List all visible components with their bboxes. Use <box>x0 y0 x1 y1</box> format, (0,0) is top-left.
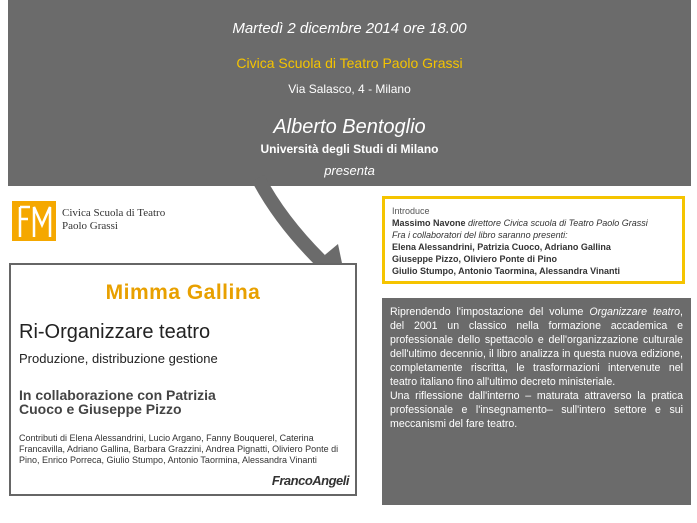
book-contributors: Contributi di Elena Alessandrini, Lucio Argano, Fanny Bouquerel, Caterina Francavilla, Adriano Gallina, Barbara Grazzini, Andrea Pignatti, Oliviero Ponte di Pino, Enrico Porreca, Giulio Stumpo, Antonio Taormina, Alessandra Vinanti <box>19 433 339 465</box>
collaborators-line-2: Giuseppe Pizzo, Oliviero Ponte di Pino <box>392 254 558 264</box>
book-subtitle: Produzione, distribuzione gestione <box>19 351 218 366</box>
collaborators-intro: Fra i collaboratori del libro saranno presenti: <box>392 230 568 240</box>
venue-address: Via Salasco, 4 - Milano <box>288 82 411 96</box>
school-logo-text: Civica Scuola di Teatro Paolo Grassi <box>62 207 166 232</box>
introducer-name: Massimo Navone <box>392 218 466 228</box>
introduce-box <box>382 196 685 284</box>
event-header <box>8 0 691 186</box>
description-paragraph-2: Una riflessione dall'interno – maturata attraverso la pratica professionale e l'insegnamento– sull'intero settore e sui meccanismi del fare teatro. <box>390 390 683 430</box>
collaborators-line-3: Giulio Stumpo, Antonio Taormina, Alessandra Vinanti <box>392 266 621 276</box>
publisher-logo: FrancoAngeli <box>271 473 349 488</box>
speaker-name: Alberto Bentoglio <box>273 116 426 138</box>
speaker-affiliation: Università degli Studi di Milano <box>260 142 439 156</box>
description-paragraph-1: Riprendendo l'impostazione del volume Organizzare teatro, del 2001 un classico nella formazione accademica e professionale dello spettacolo e dell'organizzazione culturale dell'ultimo decennio, il libro analizza in questa nuova edizione, completamente riscritta, le trasformazioni intervenute nel teatro italiano fino all'ultimo decreto ministeriale. <box>390 306 683 388</box>
event-date: Martedì 2 dicembre 2014 ore 18.00 <box>232 20 467 37</box>
school-logo-mark-icon <box>12 201 56 241</box>
book-title: Ri-Organizzare teatro <box>19 321 211 343</box>
collaborators-line-1: Elena Alessandrini, Patrizia Cuoco, Adriano Gallina <box>392 242 611 252</box>
book-description <box>382 298 691 505</box>
introducer-role: direttore Civica scuola di Teatro Paolo Grassi <box>468 218 648 228</box>
book-cover <box>9 263 357 496</box>
presenta-label: presenta <box>324 163 375 178</box>
introducer <box>392 217 675 229</box>
book-collaboration: In collaborazione con Patrizia Cuoco e Giuseppe Pizzo <box>19 387 216 417</box>
venue-name: Civica Scuola di Teatro Paolo Grassi <box>236 55 463 71</box>
book-author: Mimma Gallina <box>105 281 261 304</box>
school-logo <box>12 201 192 245</box>
introduce-heading: Introduce <box>392 206 430 216</box>
